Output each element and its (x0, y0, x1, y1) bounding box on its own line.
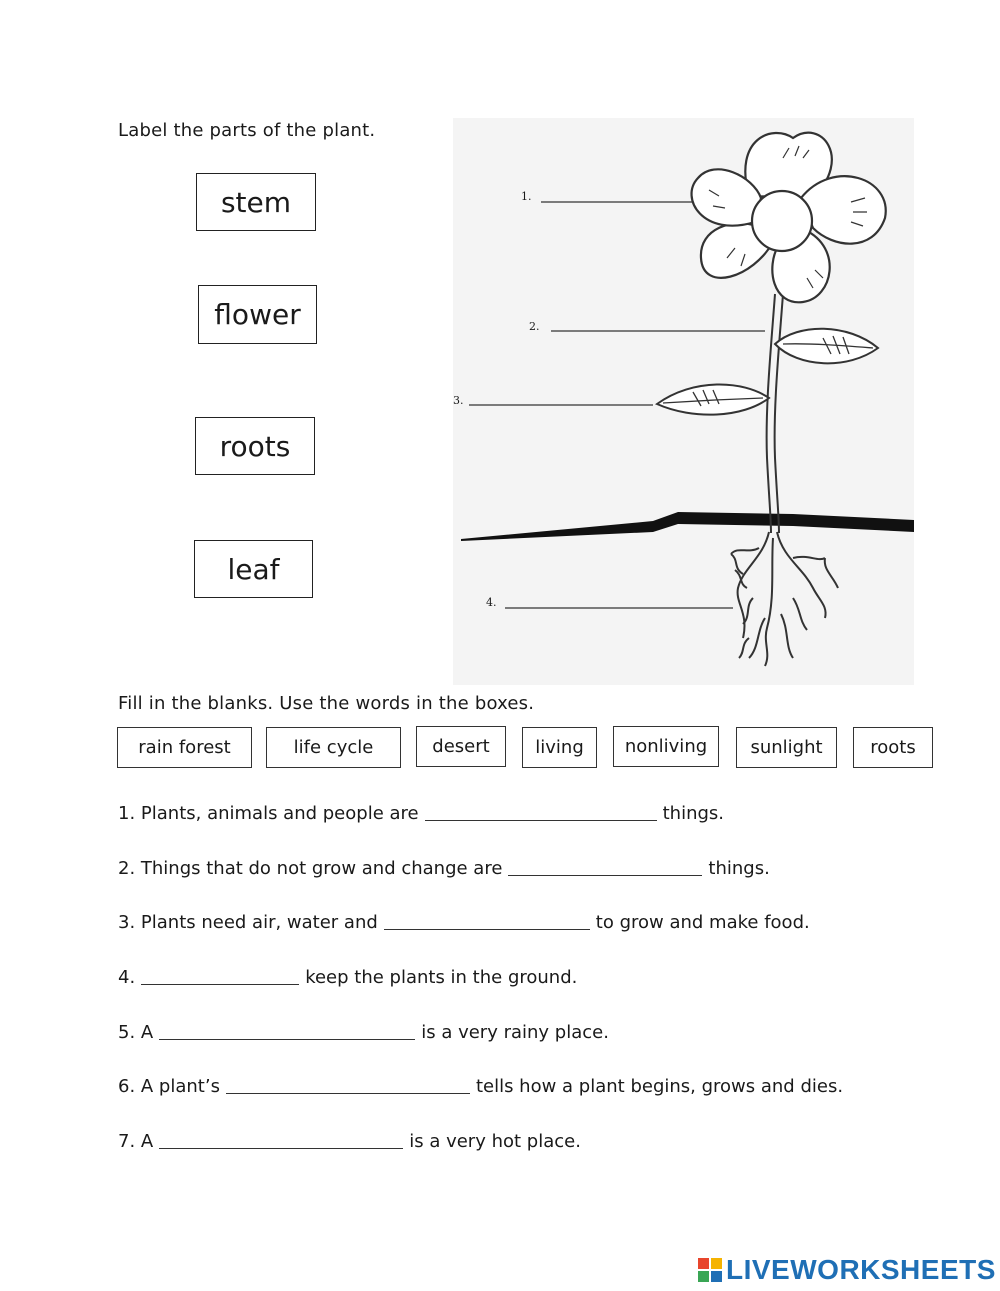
ground-line (461, 512, 914, 541)
logo-square-red (698, 1258, 709, 1269)
sentence-2-text-before: 2. Things that do not grow and change are (118, 858, 503, 879)
word-bank-roots[interactable]: roots (853, 727, 933, 768)
diagram-label-1: 1. (521, 190, 532, 203)
sentence-5 (118, 1021, 609, 1043)
blank-4-input[interactable] (141, 966, 299, 985)
roots-shape (731, 532, 838, 666)
sentence-1 (118, 802, 724, 824)
liveworksheets-brand (698, 1254, 996, 1286)
sentence-4-text-after: keep the plants in the ground. (305, 967, 578, 988)
word-bank-nonliving[interactable]: nonliving (613, 726, 719, 767)
blank-5-input[interactable] (159, 1021, 415, 1040)
diagram-label-3: 3. (453, 394, 464, 407)
sentence-1-text-before: 1. Plants, animals and people are (118, 803, 419, 824)
sentence-3-text-before: 3. Plants need air, water and (118, 912, 378, 933)
drag-word-leaf[interactable]: leaf (194, 540, 313, 598)
sentence-1-text-after: things. (662, 803, 725, 824)
left-leaf-shape (657, 384, 769, 414)
sentence-2 (118, 857, 770, 879)
sentence-4 (118, 966, 577, 988)
sentence-4-text-before: 4. (118, 967, 136, 988)
sentence-5-text-before: 5. A (118, 1022, 154, 1043)
word-bank-living[interactable]: living (522, 727, 597, 768)
sentence-6-text-after: tells how a plant begins, grows and dies. (475, 1076, 844, 1097)
plant-diagram (453, 118, 914, 685)
blank-2-input[interactable] (508, 857, 702, 876)
stem-shape (767, 294, 783, 533)
blank-3-input[interactable] (384, 911, 590, 930)
logo-square-green (698, 1271, 709, 1282)
fill-blanks-instruction: Fill in the blanks. Use the words in the boxes. (118, 693, 535, 714)
drag-word-flower[interactable]: flower (198, 285, 317, 344)
brand-name: LIVEWORKSHEETS (726, 1254, 996, 1285)
sentence-7-text-before: 7. A (118, 1131, 154, 1152)
sentence-7 (118, 1130, 581, 1152)
word-bank-sunlight[interactable]: sunlight (736, 727, 837, 768)
sentence-2-text-after: things. (708, 858, 770, 879)
sentence-3 (118, 911, 810, 933)
word-bank-rain-forest[interactable]: rain forest (117, 727, 252, 768)
diagram-label-4: 4. (486, 596, 497, 609)
sentence-6-text-before: 6. A plant’s (118, 1076, 220, 1097)
blank-6-input[interactable] (226, 1075, 470, 1094)
right-leaf-shape (775, 329, 878, 364)
logo-square-yellow (711, 1258, 722, 1269)
word-bank-life-cycle[interactable]: life cycle (266, 727, 401, 768)
sentence-6 (118, 1075, 843, 1097)
word-bank-desert[interactable]: desert (416, 726, 506, 767)
sentence-5-text-after: is a very rainy place. (421, 1022, 609, 1043)
sentence-7-text-after: is a very hot place. (409, 1131, 581, 1152)
blank-1-input[interactable] (425, 802, 657, 821)
flower-shape (692, 133, 886, 303)
logo-square-blue (711, 1271, 722, 1282)
drag-word-roots[interactable]: roots (195, 417, 315, 475)
blank-7-input[interactable] (159, 1130, 403, 1149)
liveworksheets-logo-icon (698, 1258, 722, 1282)
drag-word-stem[interactable]: stem (196, 173, 316, 231)
label-instruction: Label the parts of the plant. (118, 120, 376, 141)
diagram-label-2: 2. (529, 320, 540, 333)
sentence-3-text-after: to grow and make food. (595, 912, 810, 933)
